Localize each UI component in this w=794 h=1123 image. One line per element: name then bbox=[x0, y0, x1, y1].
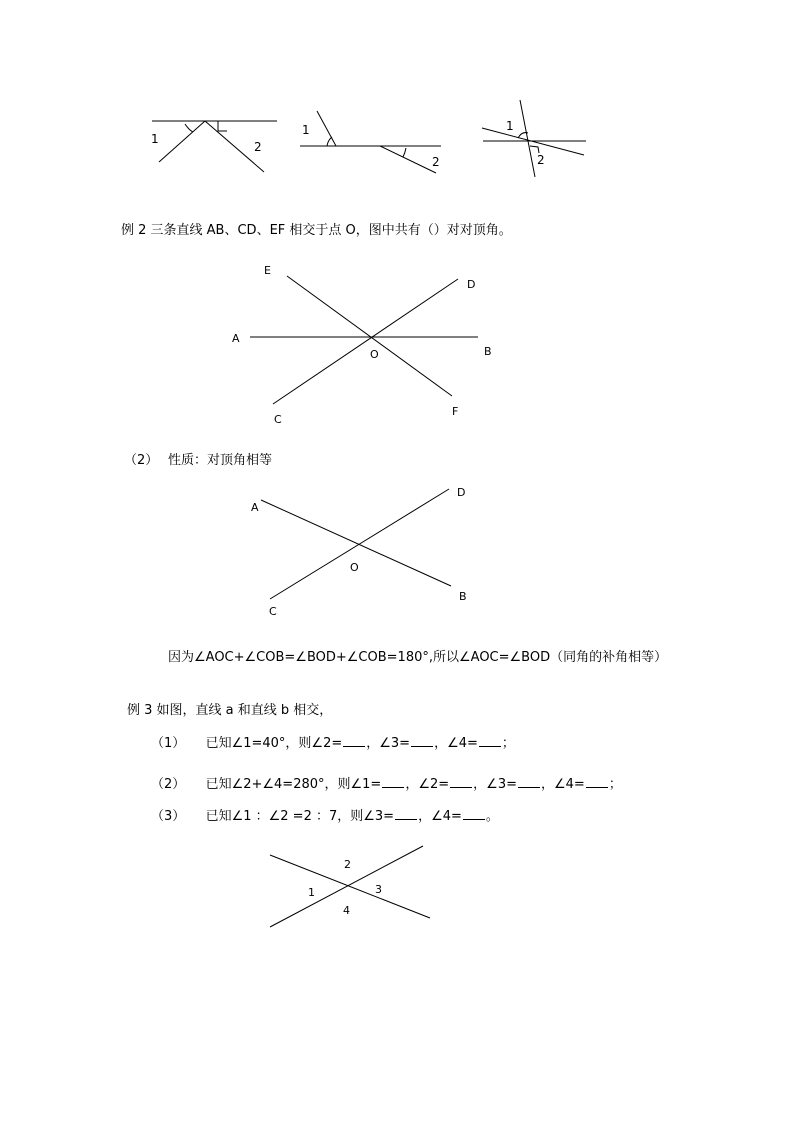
fig-b-label-1: 1 bbox=[302, 123, 310, 137]
q1-prefix: 已知∠1=40°，则∠2= bbox=[205, 736, 343, 751]
label-f: F bbox=[452, 405, 459, 418]
property-text: 性质：对顶角相等 bbox=[168, 453, 273, 468]
q2-end: ； bbox=[608, 777, 622, 792]
q2-mid-2: ，∠3= bbox=[473, 777, 517, 792]
angle-label-1: 1 bbox=[308, 886, 315, 899]
fig-c-label-2: 2 bbox=[537, 153, 545, 167]
label-b-2: B bbox=[459, 590, 467, 603]
fig-a-label-2: 2 bbox=[254, 140, 262, 154]
angle-label-3: 3 bbox=[375, 883, 382, 896]
q1-mid-1: ，∠3= bbox=[366, 736, 411, 751]
label-b: B bbox=[484, 345, 492, 358]
label-a: A bbox=[232, 332, 240, 345]
label-e: E bbox=[264, 264, 271, 277]
q2-mid-1: ，∠2= bbox=[405, 777, 450, 792]
label-o: O bbox=[370, 348, 379, 361]
q3-end: 。 bbox=[485, 809, 499, 824]
example-2-text: 例 2 三条直线 AB、CD、EF 相交于点 O，图中共有（）对对顶角。 bbox=[121, 223, 512, 238]
label-c: C bbox=[274, 413, 282, 426]
fig-b-label-2: 2 bbox=[432, 155, 440, 169]
fig-a-label-1: 1 bbox=[151, 132, 159, 146]
property-reason: 因为∠AOC+∠COB=∠BOD+∠COB=180°,所以∠AOC=∠BOD（同角的补角相等） bbox=[168, 650, 668, 665]
label-d-2: D bbox=[457, 486, 466, 499]
q1-number: （1） bbox=[151, 736, 186, 751]
label-d: D bbox=[467, 278, 476, 291]
label-a-2: A bbox=[251, 501, 259, 514]
label-o-2: O bbox=[350, 561, 359, 574]
q1-mid-2: ，∠4= bbox=[434, 736, 478, 751]
example-3-text: 例 3 如图，直线 a 和直线 b 相交， bbox=[127, 703, 333, 718]
q2-prefix: 已知∠2+∠4=280°，则∠1= bbox=[205, 777, 382, 792]
q1-end: ； bbox=[501, 736, 515, 751]
q3-number: （3） bbox=[151, 809, 186, 824]
q2-mid-3: ，∠4= bbox=[541, 777, 585, 792]
label-c-2: C bbox=[269, 605, 277, 618]
q3-mid-1: ，∠4= bbox=[418, 809, 462, 824]
q3-prefix: 已知∠1 ：∠2 =2 ：7，则∠3= bbox=[205, 809, 395, 824]
angle-label-4: 4 bbox=[343, 904, 350, 917]
q2-number: （2） bbox=[151, 777, 186, 792]
angle-label-2: 2 bbox=[344, 858, 351, 871]
property-number: （2） bbox=[124, 453, 159, 468]
fig-c-label-1: 1 bbox=[506, 119, 514, 133]
